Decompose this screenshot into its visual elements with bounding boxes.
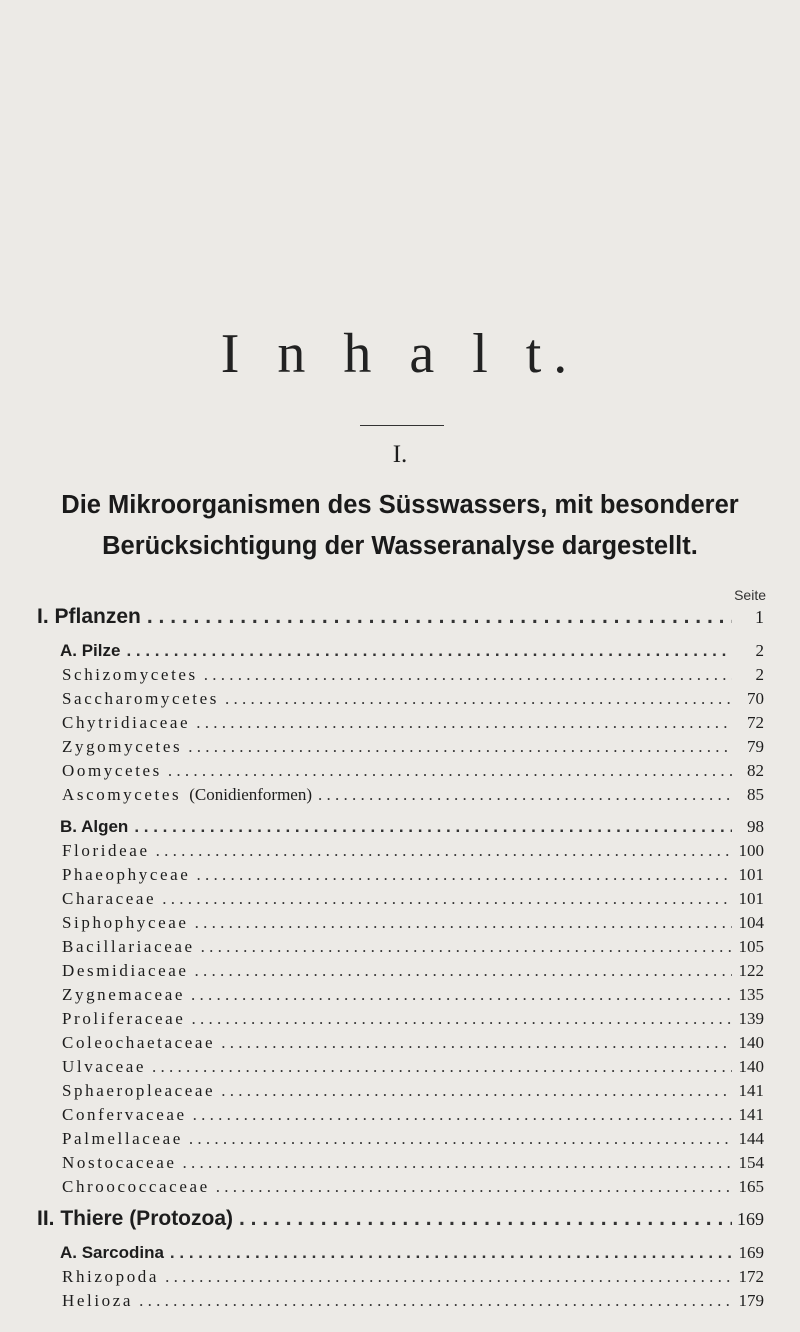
- toc-page: 104: [738, 913, 764, 932]
- toc-label: Helioza: [62, 1291, 134, 1310]
- toc-label: Chroococcaceae: [62, 1177, 210, 1196]
- toc-page: 98: [747, 817, 764, 836]
- toc-entry-ascomycetes[interactable]: [62, 785, 764, 809]
- toc-label: A. Pilze: [60, 641, 121, 660]
- toc-label: Palmellaceae: [62, 1129, 183, 1148]
- toc-entry-bacillariaceae[interactable]: [62, 937, 764, 961]
- toc-entry-phaeophyceae[interactable]: [62, 865, 764, 889]
- toc-page: 82: [747, 761, 764, 780]
- toc-page: 72: [747, 713, 764, 732]
- toc-entry-palmellaceae[interactable]: [62, 1129, 764, 1153]
- toc-entry-pflanzen[interactable]: [37, 605, 764, 633]
- toc-page: 140: [738, 1033, 764, 1052]
- toc-entry-schizomycetes[interactable]: [62, 665, 764, 689]
- page-title: I n h a l t.: [220, 323, 580, 385]
- toc-entry-rhizopoda[interactable]: [62, 1267, 764, 1291]
- toc-page: 101: [738, 889, 764, 908]
- part-heading-line-2: Berücksichtigung der Wasseranalyse dargestellt.: [102, 532, 698, 560]
- toc-label: Sphaeropleaceae: [62, 1081, 216, 1100]
- toc-entry-sarcodina[interactable]: [60, 1243, 764, 1267]
- toc-entry-algen[interactable]: [60, 817, 764, 841]
- toc-label: Ulvaceae: [62, 1057, 147, 1076]
- toc-label: Confervaceae: [62, 1105, 187, 1124]
- toc-entry-proliferaceae[interactable]: [62, 1009, 764, 1033]
- toc-page: 179: [738, 1291, 764, 1310]
- toc-page: 144: [738, 1129, 764, 1148]
- toc-page: 2: [755, 665, 764, 684]
- toc-label: Phaeophyceae: [62, 865, 191, 884]
- toc-page: 122: [738, 961, 764, 980]
- toc-entry-nostocaceae[interactable]: [62, 1153, 764, 1177]
- toc-label: Characeae: [62, 889, 157, 908]
- toc-label: Saccharomycetes: [62, 689, 219, 708]
- toc-entry-chroococcaceae[interactable]: [62, 1177, 764, 1201]
- toc-entry-chytridiaceae[interactable]: [62, 713, 764, 737]
- part-heading-line-1: Die Mikroorganismen des Süsswassers, mit besonderer: [61, 491, 739, 519]
- toc-label: Desmidiaceae: [62, 961, 189, 980]
- toc-label: A. Sarcodina: [60, 1243, 164, 1262]
- toc-page: 70: [747, 689, 764, 708]
- toc-label: Siphophyceae: [62, 913, 189, 932]
- toc-page: 2: [755, 641, 764, 660]
- toc-page: 85: [747, 785, 764, 804]
- toc-page: 139: [738, 1009, 764, 1028]
- toc-label: I. Pflanzen: [37, 605, 141, 628]
- toc-page: 154: [738, 1153, 764, 1172]
- toc-page: 105: [738, 937, 764, 956]
- toc-page: 135: [738, 985, 764, 1004]
- toc-page: 172: [738, 1267, 764, 1286]
- part-heading: [0, 485, 800, 567]
- toc-label: Oomycetes: [62, 761, 162, 780]
- toc-entry-siphophyceae[interactable]: [62, 913, 764, 937]
- toc-label: Rhizopoda: [62, 1267, 160, 1286]
- toc-label: Proliferaceae: [62, 1009, 186, 1028]
- toc-page: 165: [738, 1177, 764, 1196]
- toc-entry-zygnemaceae[interactable]: [62, 985, 764, 1009]
- toc-label: B. Algen: [60, 817, 129, 836]
- toc-entry-helioza[interactable]: [62, 1291, 764, 1315]
- toc-entry-zygomycetes[interactable]: [62, 737, 764, 761]
- toc-entry-florideae[interactable]: [62, 841, 764, 865]
- toc-page: 79: [747, 737, 764, 756]
- toc-label: Chytridiaceae: [62, 713, 191, 732]
- toc-label: Florideae: [62, 841, 150, 860]
- toc-entry-thiere[interactable]: [37, 1207, 764, 1235]
- toc-label: Schizomycetes: [62, 665, 198, 684]
- toc-page: 101: [738, 865, 764, 884]
- toc-entry-coleochaetaceae[interactable]: [62, 1033, 764, 1057]
- toc-page: 169: [738, 1243, 764, 1262]
- toc-entry-oomycetes[interactable]: [62, 761, 764, 785]
- toc-label: Bacillariaceae: [62, 937, 195, 956]
- page-column-label: Seite: [734, 587, 766, 603]
- toc-label: Nostocaceae: [62, 1153, 177, 1172]
- toc-label: Zygomycetes: [62, 737, 183, 756]
- toc-page: 141: [738, 1081, 764, 1100]
- toc-entry-desmidiaceae[interactable]: [62, 961, 764, 985]
- toc-label: Zygnemaceae: [62, 985, 185, 1004]
- toc-entry-confervaceae[interactable]: [62, 1105, 764, 1129]
- part-number: I.: [392, 441, 408, 468]
- toc-label: Ascomycetes: [62, 785, 182, 804]
- toc-label: Coleochaetaceae: [62, 1033, 216, 1052]
- toc-entry-pilze[interactable]: [60, 641, 764, 665]
- toc-entry-sphaeropleaceae[interactable]: [62, 1081, 764, 1105]
- toc-entry-saccharomycetes[interactable]: [62, 689, 764, 713]
- toc-sublabel: (Conidienformen): [189, 785, 312, 804]
- toc-page: 100: [738, 841, 764, 860]
- toc-entry-characeae[interactable]: [62, 889, 764, 913]
- toc-label: II. Thiere (Protozoa): [37, 1207, 234, 1230]
- toc-page: 169: [737, 1209, 764, 1229]
- toc-page: 140: [738, 1057, 764, 1076]
- toc-page: 1: [755, 607, 764, 627]
- toc-page: 141: [738, 1105, 764, 1124]
- title-divider: [360, 425, 444, 426]
- toc-entry-ulvaceae[interactable]: [62, 1057, 764, 1081]
